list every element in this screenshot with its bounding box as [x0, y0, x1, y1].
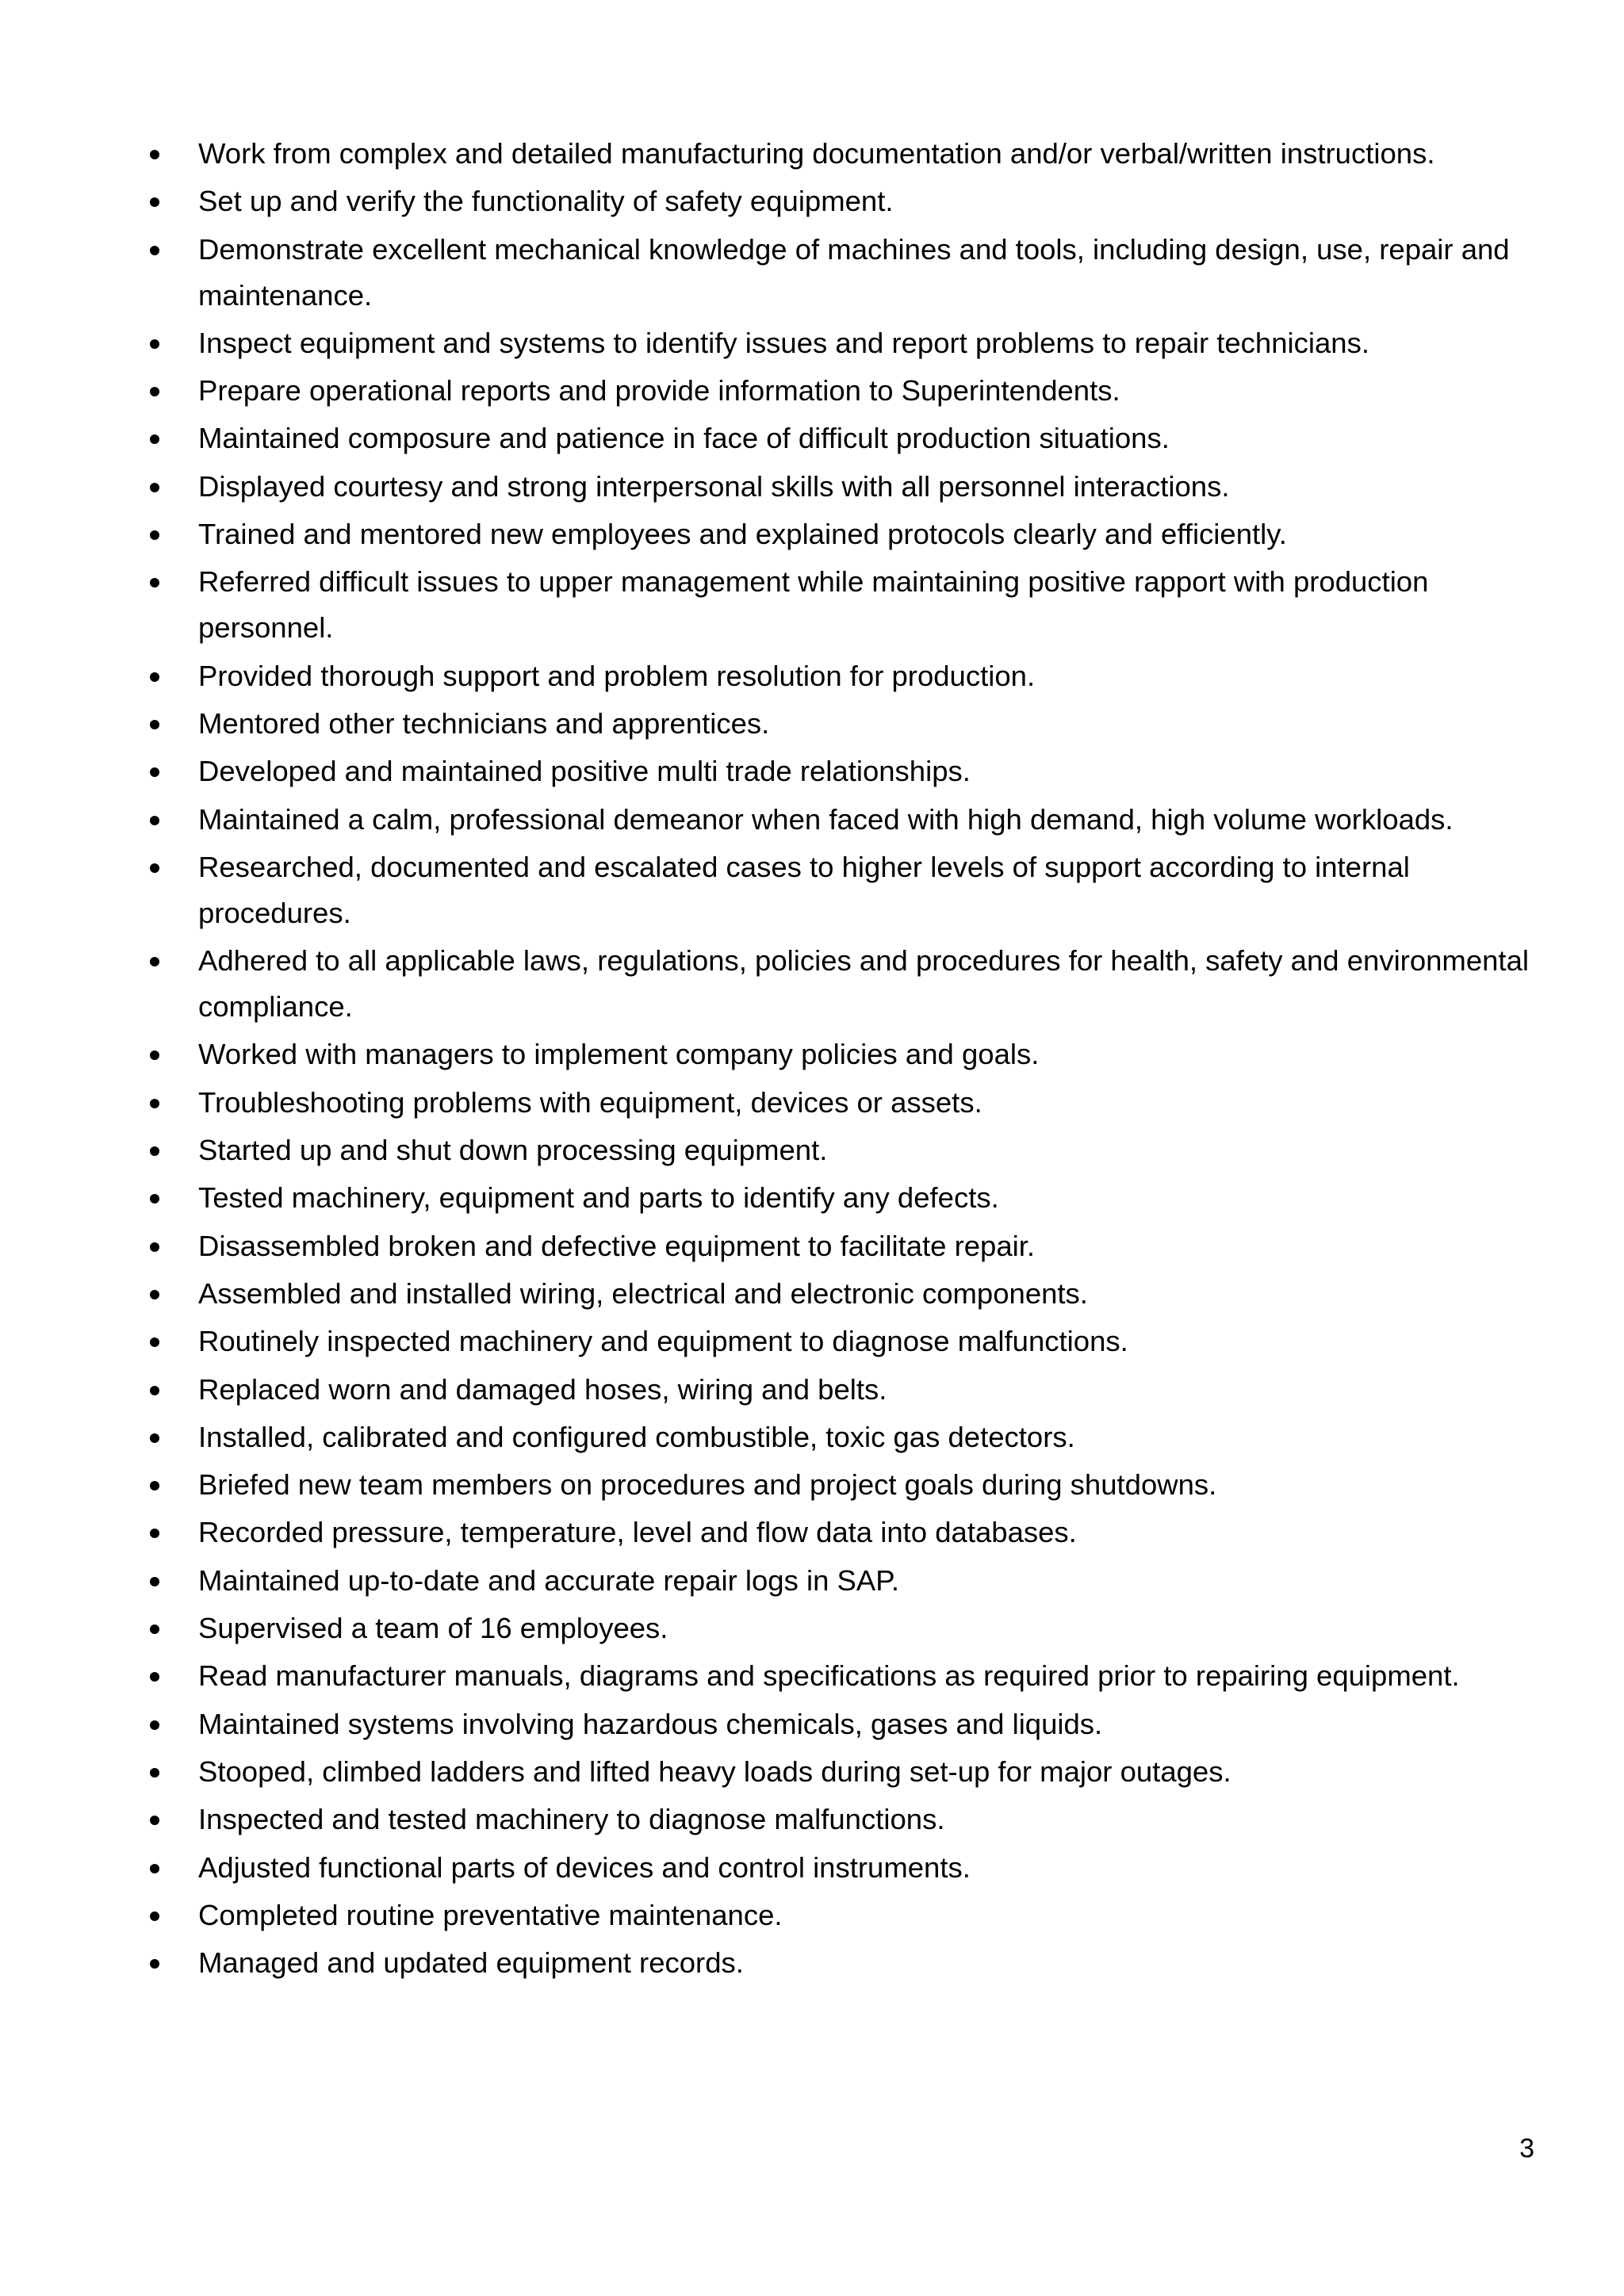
bullet-icon	[150, 246, 159, 255]
list-item	[147, 701, 1538, 747]
list-item-text: Disassembled broken and defective equipment to facilitate repair.	[198, 1229, 1036, 1262]
list-item-text: Troubleshooting problems with equipment, devices or assets.	[198, 1085, 982, 1119]
bullet-icon	[150, 530, 159, 540]
list-item-text: Inspected and tested machinery to diagnose malfunctions.	[198, 1803, 945, 1836]
bullet-icon	[150, 1337, 159, 1347]
bullet-icon	[150, 1290, 159, 1299]
list-item-text: Adjusted functional parts of devices and control instruments.	[198, 1850, 971, 1884]
bullet-icon	[150, 1816, 159, 1825]
list-item-text: Prepare operational reports and provide information to Superintendents.	[198, 374, 1120, 408]
list-item-text: Worked with managers to implement company policies and goals.	[198, 1038, 1040, 1071]
bullet-icon	[150, 1529, 159, 1538]
bullet-icon	[150, 434, 159, 444]
list-item	[147, 1510, 1538, 1556]
list-item	[147, 1605, 1538, 1651]
bullet-icon	[150, 767, 159, 777]
list-item	[147, 1127, 1538, 1173]
bullet-icon	[150, 1481, 159, 1490]
list-item-text: Recorded pressure, temperature, level and flow data into databases.	[198, 1516, 1077, 1549]
list-item-text: Started up and shut down processing equipment.	[198, 1134, 828, 1167]
list-item-text: Tested machinery, equipment and parts to identify any defects.	[198, 1181, 999, 1215]
list-item	[147, 1271, 1538, 1317]
bullet-list	[147, 131, 1538, 1988]
list-item-text: Set up and verify the functionality of safety equipment.	[198, 185, 894, 218]
list-item	[147, 1701, 1538, 1747]
bullet-icon	[150, 1864, 159, 1873]
list-item	[147, 938, 1538, 1030]
list-item-text: Adhered to all applicable laws, regulations, policies and procedures for health, safety and environmental compliance.	[198, 944, 1529, 1024]
list-item-text: Assembled and installed wiring, electrical and electronic components.	[198, 1276, 1088, 1310]
list-item-text: Mentored other technicians and apprentices.	[198, 706, 770, 740]
list-item	[147, 797, 1538, 843]
bullet-icon	[150, 1720, 159, 1730]
list-item-text: Installed, calibrated and configured combustible, toxic gas detectors.	[198, 1420, 1075, 1453]
list-item-text: Researched, documented and escalated cases to higher levels of support according to internal procedures.	[198, 850, 1410, 929]
list-item	[147, 1175, 1538, 1221]
list-item-text: Supervised a team of 16 employees.	[198, 1612, 668, 1645]
list-item	[147, 748, 1538, 794]
list-item	[147, 1653, 1538, 1699]
bullet-icon	[150, 150, 159, 159]
list-item-text: Developed and maintained positive multi trade relationships.	[198, 755, 971, 788]
list-item-text: Displayed courtesy and strong interpersonal skills with all personnel interactions.	[198, 469, 1230, 503]
list-item	[147, 1414, 1538, 1460]
list-item-text: Maintained up-to-date and accurate repair logs in SAP.	[198, 1563, 899, 1597]
bullet-icon	[150, 1050, 159, 1060]
list-item-text: Stooped, climbed ladders and lifted heavy loads during set-up for major outages.	[198, 1755, 1231, 1788]
list-item	[147, 368, 1538, 414]
bullet-icon	[150, 1768, 159, 1777]
list-item-text: Work from complex and detailed manufacturing documentation and/or verbal/written instructions.	[198, 137, 1435, 170]
list-item	[147, 1223, 1538, 1269]
bullet-icon	[150, 1099, 159, 1108]
list-item	[147, 1749, 1538, 1795]
list-item	[147, 227, 1538, 319]
list-item-text: Completed routine preventative maintenance.	[198, 1898, 783, 1931]
list-item	[147, 511, 1538, 557]
page-number: 3	[1519, 2133, 1534, 2164]
list-item	[147, 844, 1538, 936]
list-item	[147, 178, 1538, 224]
list-item-text: Read manufacturer manuals, diagrams and specifications as required prior to repairing equipment.	[198, 1659, 1460, 1693]
list-item-text: Replaced worn and damaged hoses, wiring and belts.	[198, 1372, 887, 1406]
list-item	[147, 1367, 1538, 1413]
bullet-icon	[150, 1672, 159, 1682]
list-item	[147, 1462, 1538, 1508]
list-item	[147, 1031, 1538, 1077]
bullet-icon	[150, 1959, 159, 1969]
bullet-icon	[150, 863, 159, 873]
list-item	[147, 415, 1538, 461]
list-item	[147, 131, 1538, 177]
bullet-icon	[150, 483, 159, 492]
bullet-icon	[150, 1577, 159, 1586]
bullet-icon	[150, 816, 159, 825]
list-item	[147, 1940, 1538, 1986]
list-item-text: Maintained a calm, professional demeanor when faced with high demand, high volume workloads.	[198, 802, 1454, 836]
bullet-icon	[150, 387, 159, 396]
bullet-icon	[150, 1386, 159, 1395]
bullet-icon	[150, 1624, 159, 1634]
bullet-icon	[150, 1433, 159, 1443]
list-item	[147, 1892, 1538, 1938]
bullet-icon	[150, 1242, 159, 1252]
bullet-icon	[150, 720, 159, 729]
list-item-text: Provided thorough support and problem resolution for production.	[198, 659, 1036, 692]
list-item-text: Demonstrate excellent mechanical knowledge of machines and tools, including design, use, repair and maintenance.	[198, 232, 1510, 312]
list-item-text: Managed and updated equipment records.	[198, 1946, 744, 1980]
list-item-text: Maintained composure and patience in face of difficult production situations.	[198, 422, 1170, 455]
list-item-text: Inspect equipment and systems to identify issues and report problems to repair technicians.	[198, 326, 1369, 359]
list-item	[147, 559, 1538, 651]
list-item-text: Briefed new team members on procedures and project goals during shutdowns.	[198, 1468, 1217, 1502]
list-item	[147, 464, 1538, 510]
bullet-icon	[150, 578, 159, 587]
bullet-icon	[150, 672, 159, 682]
bullet-icon	[150, 1194, 159, 1203]
list-item	[147, 1558, 1538, 1604]
bullet-icon	[150, 1911, 159, 1921]
bullet-icon	[150, 957, 159, 966]
list-item	[147, 1318, 1538, 1364]
list-item	[147, 320, 1538, 366]
bullet-icon	[150, 197, 159, 207]
list-item-text: Routinely inspected machinery and equipment to diagnose malfunctions.	[198, 1325, 1128, 1358]
list-item-text: Maintained systems involving hazardous chemicals, gases and liquids.	[198, 1707, 1103, 1740]
list-item	[147, 653, 1538, 699]
list-item	[147, 1845, 1538, 1891]
list-item-text: Trained and mentored new employees and explained protocols clearly and efficiently.	[198, 518, 1287, 551]
list-item-text: Referred difficult issues to upper management while maintaining positive rapport with production personnel.	[198, 565, 1429, 645]
list-item	[147, 1080, 1538, 1126]
bullet-icon	[150, 339, 159, 349]
list-item	[147, 1797, 1538, 1843]
bullet-icon	[150, 1146, 159, 1156]
